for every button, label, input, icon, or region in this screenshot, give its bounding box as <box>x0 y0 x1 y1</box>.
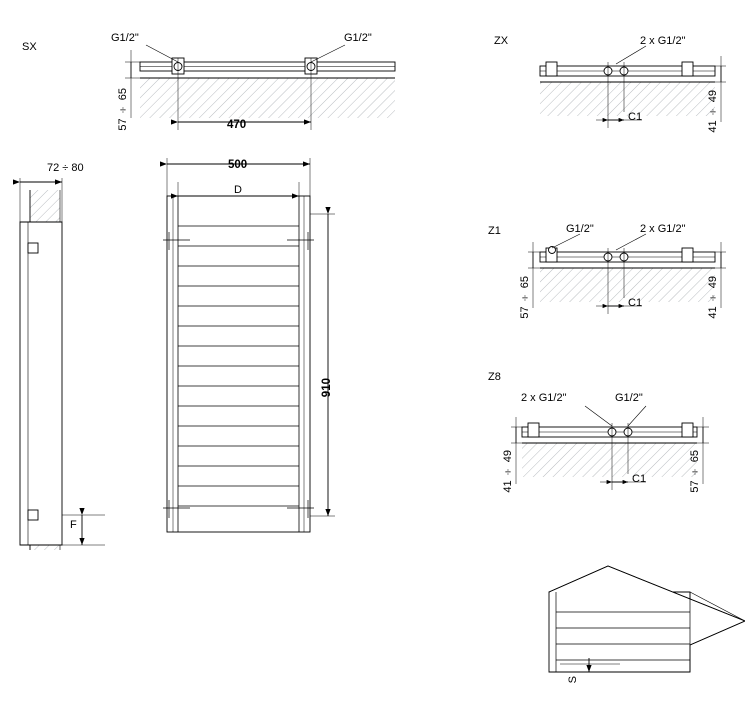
thread-label-z1-left: G1/2" <box>566 223 594 235</box>
dim-D: D <box>234 184 242 196</box>
thread-label-sx-right: G1/2" <box>344 32 372 44</box>
dim-910: 910 <box>321 378 333 398</box>
view-label-zx: ZX <box>494 35 509 47</box>
dim-57-65-z1: 57 ÷ 65 <box>519 276 531 319</box>
dim-57-65-sx: 57 ÷ 65 <box>117 88 129 131</box>
dim-C1-zx: C1 <box>628 111 643 123</box>
dim-C1-z1: C1 <box>628 297 643 309</box>
dim-57-65-z8: 57 ÷ 65 <box>689 450 701 493</box>
dim-S: S <box>567 676 579 684</box>
thread-label-z1-right: 2 x G1/2" <box>640 223 686 235</box>
dim-41-49-z8: 41 ÷ 49 <box>502 450 514 493</box>
dim-C1-z8: C1 <box>632 473 647 485</box>
view-label-sx: SX <box>22 41 37 53</box>
dim-470: 470 <box>227 119 247 131</box>
thread-label-sx-left: G1/2" <box>111 32 139 44</box>
dim-depth: 72 ÷ 80 <box>47 162 84 174</box>
dim-F: F <box>70 519 77 531</box>
dim-41-49-z1: 41 ÷ 49 <box>707 276 719 319</box>
thread-label-z8-right: G1/2" <box>615 392 643 404</box>
dim-500: 500 <box>228 159 248 171</box>
view-label-z1: Z1 <box>488 225 501 237</box>
thread-label-z8-left: 2 x G1/2" <box>521 392 567 404</box>
view-label-z8: Z8 <box>488 371 501 383</box>
dim-41-49-zx: 41 ÷ 49 <box>707 90 719 133</box>
thread-label-zx: 2 x G1/2" <box>640 35 686 47</box>
